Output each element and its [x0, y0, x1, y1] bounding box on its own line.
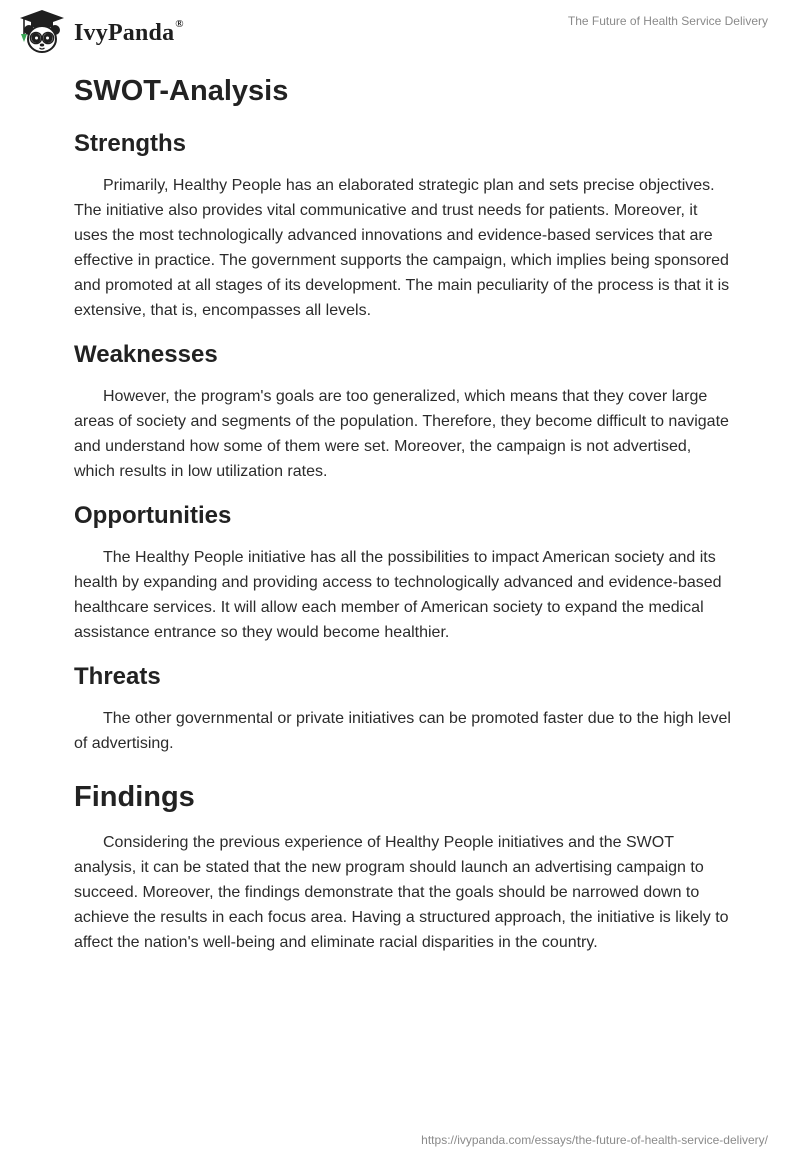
registered-mark: ® [175, 17, 184, 30]
brand-name: IvyPanda® [74, 17, 184, 46]
opportunities-heading: Opportunities [74, 502, 232, 529]
findings-heading: Findings [74, 781, 195, 813]
findings-paragraph: Considering the previous experience of Healthy People initiatives and the SWOT analysis, it can be stated that the new program should launch an advertising campaign to succeed. Moreover, the findings demonstrate that the goals should be narrowed down to achieve the results in each focus area. Having a structured approach, the initiative is likely to affect the nation's well-being and eliminate racial disparities in the country. [74, 834, 729, 951]
essay-content [74, 70, 734, 955]
page-header [0, 0, 800, 64]
opportunities-paragraph: The Healthy People initiative has all the possibilities to impact American society and its health by expanding and providing access to technologically advanced and evidence-based healthcare services. It will allow each member of American society to expand the medical assistance entrance so they would become healthier. [74, 549, 722, 641]
weaknesses-heading: Weaknesses [74, 341, 218, 368]
panda-graduate-icon [16, 8, 68, 56]
source-url-link[interactable]: https://ivypanda.com/essays/the-future-of-health-service-delivery/ [421, 1133, 768, 1147]
threats-heading: Threats [74, 663, 161, 690]
strengths-paragraph: Primarily, Healthy People has an elaborated strategic plan and sets precise objectives. The initiative also provides vital communicative and trust needs for patients. Moreover, it uses the most technologically advanced innovations and evidence-based services that are effective in practice. The government supports the campaign, which implies being sponsored and promoted at all stages of its development. The main peculiarity of the process is that it is extensive, that is, encompasses all levels. [74, 177, 730, 319]
brand-logo[interactable] [16, 8, 184, 56]
weaknesses-paragraph: However, the program's goals are too generalized, which means that they cover large areas of society and segments of the population. Therefore, they become difficult to navigate and understand how some of them were set. Moreover, the campaign is not advertised, which results in low utilization rates. [74, 388, 729, 480]
strengths-heading: Strengths [74, 130, 187, 157]
threats-paragraph: The other governmental or private initiatives can be promoted faster due to the high level of advertising. [74, 710, 731, 752]
swot-heading: SWOT-Analysis [74, 75, 289, 107]
document-title: The Future of Health Service Delivery [567, 14, 768, 28]
